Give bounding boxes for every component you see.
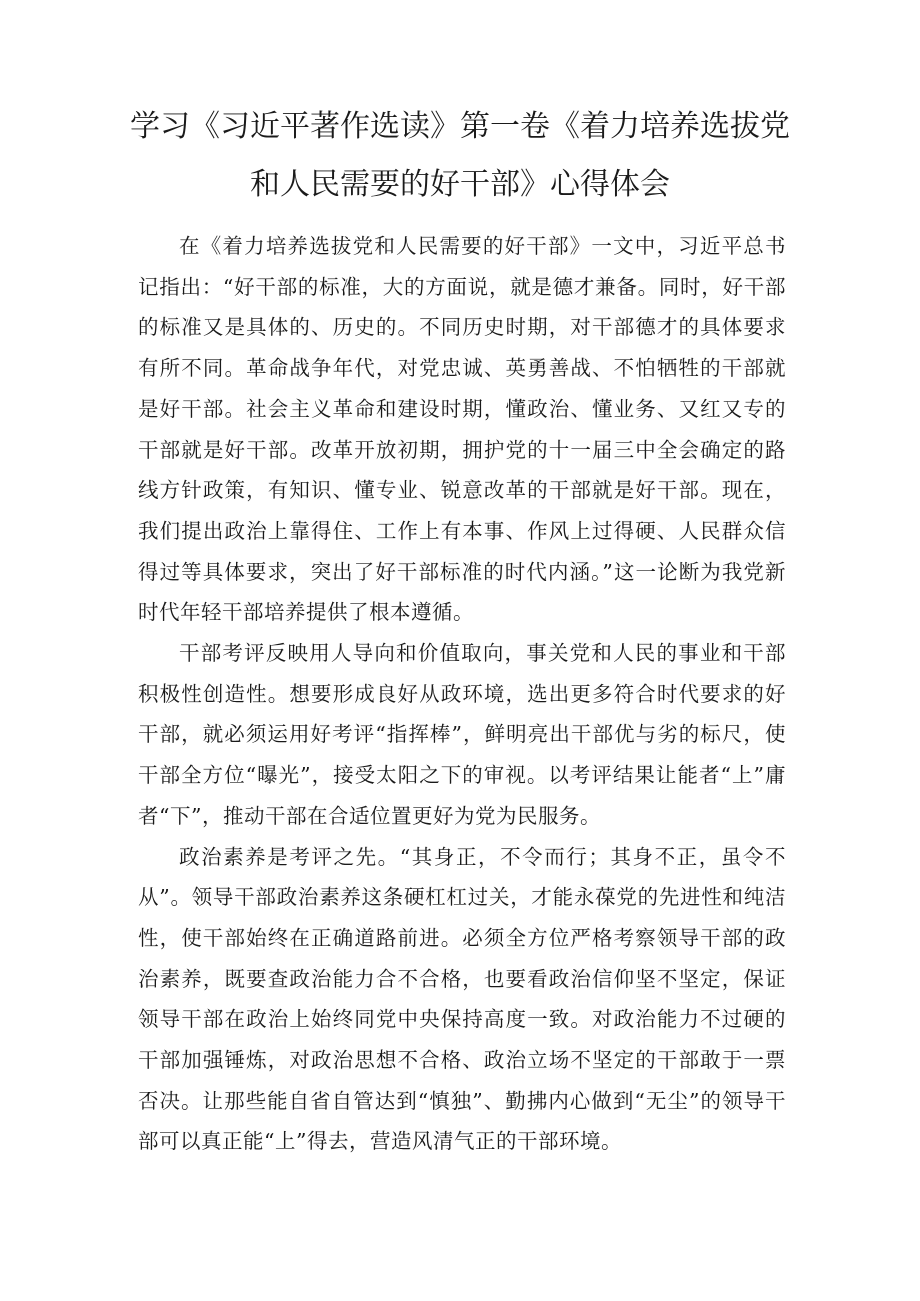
paragraph: 在《着力培养选拔党和人民需要的好干部》一文中，习近平总书记指出：“好干部的标准，大的方面说，就是德才兼备。同时，好干部的标准又是具体的、历史的。不同历史时期，对干部德才的具体要求有所不同。革命战争年代，对党忠诚、英勇善战、不怕牺牲的干部就是好干部。社会主义革命和建设时期，懂政治、懂业务、又红又专的干部就是好干部。改革开放初期，拥护党的十一届三中全会确定的路线方针政策，有知识、懂专业、锐意改革的干部就是好干部。现在，我们提出政治上靠得住、工作上有本事、作风上过得硬、人民群众信得过等具体要求，突出了好干部标准的时代内涵。”这一论断为我党新时代年轻干部培养提供了根本遵循。 [138,234,786,625]
title-line-2: 和人民需要的好干部》心得体会 [250,167,670,202]
document-body [138,226,786,1162]
paragraph: 政治素养是考评之先。“其身正，不令而行；其身不正，虽令不从”。领导干部政治素养这条硬杠杠过关，才能永葆党的先进性和纯洁性，使干部始终在正确道路前进。必须全方位严格考察领导干部的政治素养，既要查政治能力合不合格，也要看政治信仰坚不坚定，保证领导干部在政治上始终同党中央保持高度一致。对政治能力不过硬的干部加强锤炼，对政治思想不合格、政治立场不坚定的干部敢于一票否决。让那些能自省自管达到“慎独”、勤拂内心做到“无尘”的领导干部可以真正能“上”得去，营造风清气正的干部环境。 [138,844,786,1154]
paragraph: 干部考评反映用人导向和价值取向，事关党和人民的事业和干部积极性创造性。想要形成良好从政环境，选出更多符合时代要求的好干部，就必须运用好考评“指挥棒”，鲜明亮出干部优与劣的标尺，使干部全方位“曝光”，接受太阳之下的审视。以考评结果让能者“上”庸者“下”，推动干部在合适位置更好为党为民服务。 [138,641,786,828]
title-line-1: 学习《习近平著作选读》第一卷《着力培养选拔党 [130,109,790,144]
document-title [120,98,800,214]
